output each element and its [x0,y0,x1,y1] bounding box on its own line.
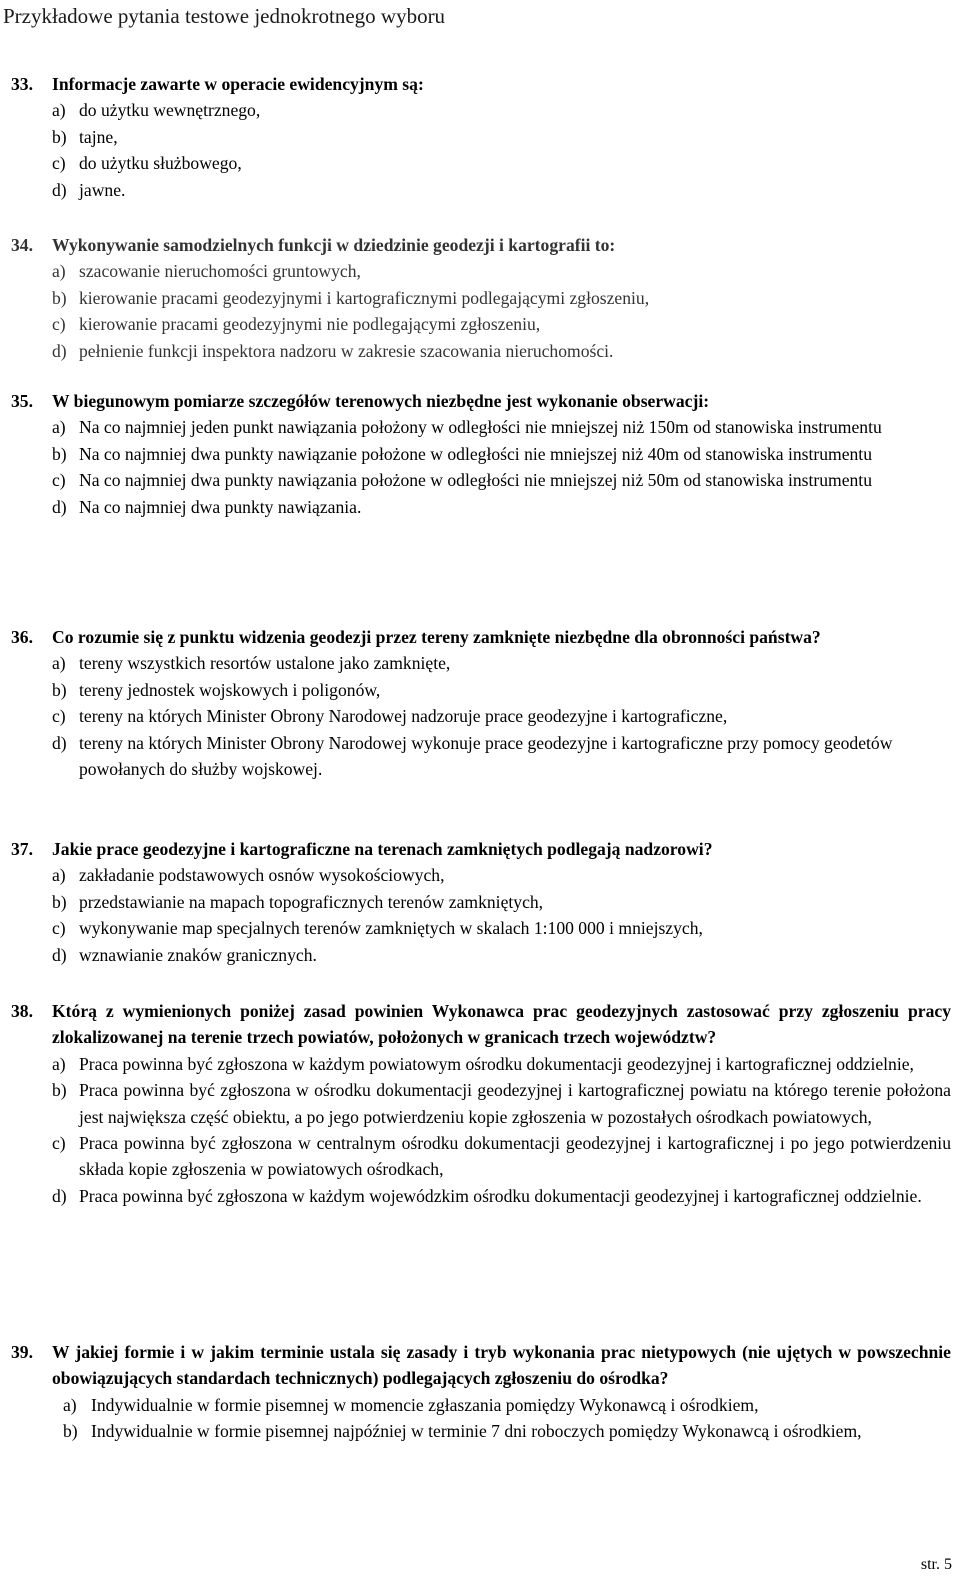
answer-option [52,494,951,520]
answer-label: b) [52,679,67,700]
answer-option [52,703,951,729]
answer-label: a) [52,417,66,438]
answer-option [52,97,951,123]
answer-text: jawne. [79,179,126,200]
answer-label: b) [52,287,67,308]
answer-label: a) [52,865,66,886]
answer-label: b) [52,1080,67,1101]
answer-option [52,942,951,968]
question-36 [11,624,951,782]
answer-label: d) [52,732,67,753]
question-number: 33. [11,74,33,94]
answer-option [52,338,951,364]
answer-text: szacowanie nieruchomości gruntowych, [79,261,361,282]
answer-option [63,1418,951,1444]
question-33 [11,71,951,203]
answer-option [52,124,951,150]
answer-text: Na co najmniej dwa punkty nawiązania położone w odległości nie mniejszej niż 50m od stanowiska instrumentu [79,470,872,491]
answer-list [11,1392,951,1445]
question-number: 39. [11,1342,33,1362]
question-37 [11,836,951,968]
answer-text: Indywidualnie w formie pisemnej najpóźniej w terminie 7 dni roboczych pomiędzy Wykonawcą i ośrodkiem, [91,1421,862,1442]
answer-option [52,150,951,176]
answer-text: tereny jednostek wojskowych i poligonów, [79,679,381,700]
answer-text: do użytku służbowego, [79,153,242,174]
answer-label: c) [52,706,66,727]
question-text: Co rozumie się z punktu widzenia geodezji przez tereny zamknięte niezbędne dla obronności państwa? [52,627,821,647]
answer-label: a) [52,1053,66,1074]
answer-option [52,650,951,676]
answer-option [52,311,951,337]
question-title [11,1339,951,1392]
answer-label: b) [52,443,67,464]
answer-label: d) [52,340,67,361]
question-text: Informacje zawarte w operacie ewidencyjnym są: [52,74,424,94]
answer-text: tereny na których Minister Obrony Narodowej nadzoruje prace geodezyjne i kartograficzne, [79,706,728,727]
answer-label: c) [52,470,66,491]
question-number: 37. [11,839,33,859]
answer-option [52,177,951,203]
answer-label: a) [52,261,66,282]
answer-option [52,1051,951,1077]
question-text: W jakiej formie i w jakim terminie ustala się zasady i tryb wykonania prac nietypowych (nie ujętych w powszechnie obowiązujących standardach technicznych) podlegających zgłoszeniu do ośrodka? [52,1342,951,1389]
answer-list [11,258,951,364]
question-text: Którą z wymienionych poniżej zasad powinien Wykonawca prac geodezyjnych zastosować przy zgłoszeniu pracy zlokalizowanej na terenie trzech powiatów, położonych w granicach trzech województw? [52,1001,951,1048]
answer-option [52,862,951,888]
answer-text: Praca powinna być zgłoszona w centralnym ośrodku dokumentacji geodezyjnej i kartograficznej i po jego potwierdzeniu składa kopie zgłoszenia w powiatowych ośrodkach, [79,1133,951,1180]
question-38 [11,998,951,1209]
answer-option [52,1130,951,1183]
question-number: 38. [11,1001,33,1021]
answer-option [52,730,951,783]
page-header: Przykładowe pytania testowe jednokrotnego wyboru [3,4,446,28]
answer-list [11,862,951,968]
answer-option [52,889,951,915]
question-title [11,624,951,650]
answer-text: Praca powinna być zgłoszona w każdym powiatowym ośrodku dokumentacji geodezyjnej i kartograficznej oddzielnie, [79,1053,914,1074]
answer-list [11,650,951,782]
answer-option [52,915,951,941]
answer-label: d) [52,496,67,517]
answer-label: d) [52,944,67,965]
answer-option [52,1077,951,1130]
question-text: Wykonywanie samodzielnych funkcji w dziedzinie geodezji i kartografii to: [52,235,616,255]
answer-text: przedstawianie na mapach topograficznych terenów zamkniętych, [79,891,544,912]
answer-label: d) [52,179,67,200]
question-title [11,836,951,862]
answer-text: tereny wszystkich resortów ustalone jako zamknięte, [79,653,451,674]
answer-text: wznawianie znaków granicznych. [79,944,317,965]
answer-text: Na co najmniej jeden punkt nawiązania położony w odległości nie mniejszej niż 150m od stanowiska instrumentu [79,417,882,438]
question-39 [11,1339,951,1445]
answer-text: Praca powinna być zgłoszona w ośrodku dokumentacji geodezyjnej i kartograficznej powiatu na którego terenie położona jest największa część obiektu, a po jego potwierdzeniu kopie zgłoszenia w pozostałych ośrodkach powiatowych, [79,1080,951,1127]
question-text: Jakie prace geodezyjne i kartograficzne na terenach zamkniętych podlegają nadzorowi? [52,839,713,859]
answer-text: Indywidualnie w formie pisemnej w momencie zgłaszania pomiędzy Wykonawcą i ośrodkiem, [91,1394,759,1415]
question-title [11,998,951,1051]
answer-label: b) [52,126,67,147]
answer-text: kierowanie pracami geodezyjnymi i kartograficznymi podlegającymi zgłoszeniu, [79,287,650,308]
answer-option [52,1183,951,1209]
answer-text: Na co najmniej dwa punkty nawiązanie położone w odległości nie mniejszej niż 40m od stanowiska instrumentu [79,443,872,464]
answer-text: pełnienie funkcji inspektora nadzoru w zakresie szacowania nieruchomości. [79,340,614,361]
answer-text: Na co najmniej dwa punkty nawiązania. [79,496,362,517]
answer-option [52,677,951,703]
answer-option [52,441,951,467]
answer-text: Praca powinna być zgłoszona w każdym wojewódzkim ośrodku dokumentacji geodezyjnej i kartograficznej oddzielnie. [79,1185,922,1206]
answer-option [52,467,951,493]
answer-label: a) [52,100,66,121]
answer-text: kierowanie pracami geodezyjnymi nie podlegającymi zgłoszeniu, [79,314,541,335]
answer-label: c) [52,314,66,335]
question-34 [11,232,951,364]
answer-label: c) [52,918,66,939]
question-title [11,232,951,258]
answer-option [52,414,951,440]
answer-text: zakładanie podstawowych osnów wysokościowych, [79,865,445,886]
question-title [11,71,951,97]
answer-text: wykonywanie map specjalnych terenów zamkniętych w skalach 1:100 000 i mniejszych, [79,918,703,939]
answer-label: b) [52,891,67,912]
answer-option [63,1392,951,1418]
answer-option [52,258,951,284]
answer-option [52,285,951,311]
answer-label: d) [52,1185,67,1206]
answer-label: c) [52,153,66,174]
answer-text: tajne, [79,126,118,147]
answer-text: tereny na których Minister Obrony Narodowej wykonuje prace geodezyjne i kartograficzne przy pomocy geodetów powołanych do służby wojskowej. [79,732,893,780]
answer-list [11,97,951,203]
answer-label: a) [52,653,66,674]
page-number: str. 5 [920,1556,952,1573]
answer-list [11,414,951,520]
answer-list [11,1051,951,1209]
question-35 [11,388,951,520]
question-title [11,388,951,414]
question-number: 34. [11,235,33,255]
answer-label: c) [52,1133,66,1154]
question-number: 35. [11,391,33,411]
answer-text: do użytku wewnętrznego, [79,100,261,121]
answer-label: b) [63,1421,78,1442]
answer-label: a) [63,1394,77,1415]
question-number: 36. [11,627,33,647]
question-text: W biegunowym pomiarze szczegółów terenowych niezbędne jest wykonanie obserwacji: [52,391,710,411]
